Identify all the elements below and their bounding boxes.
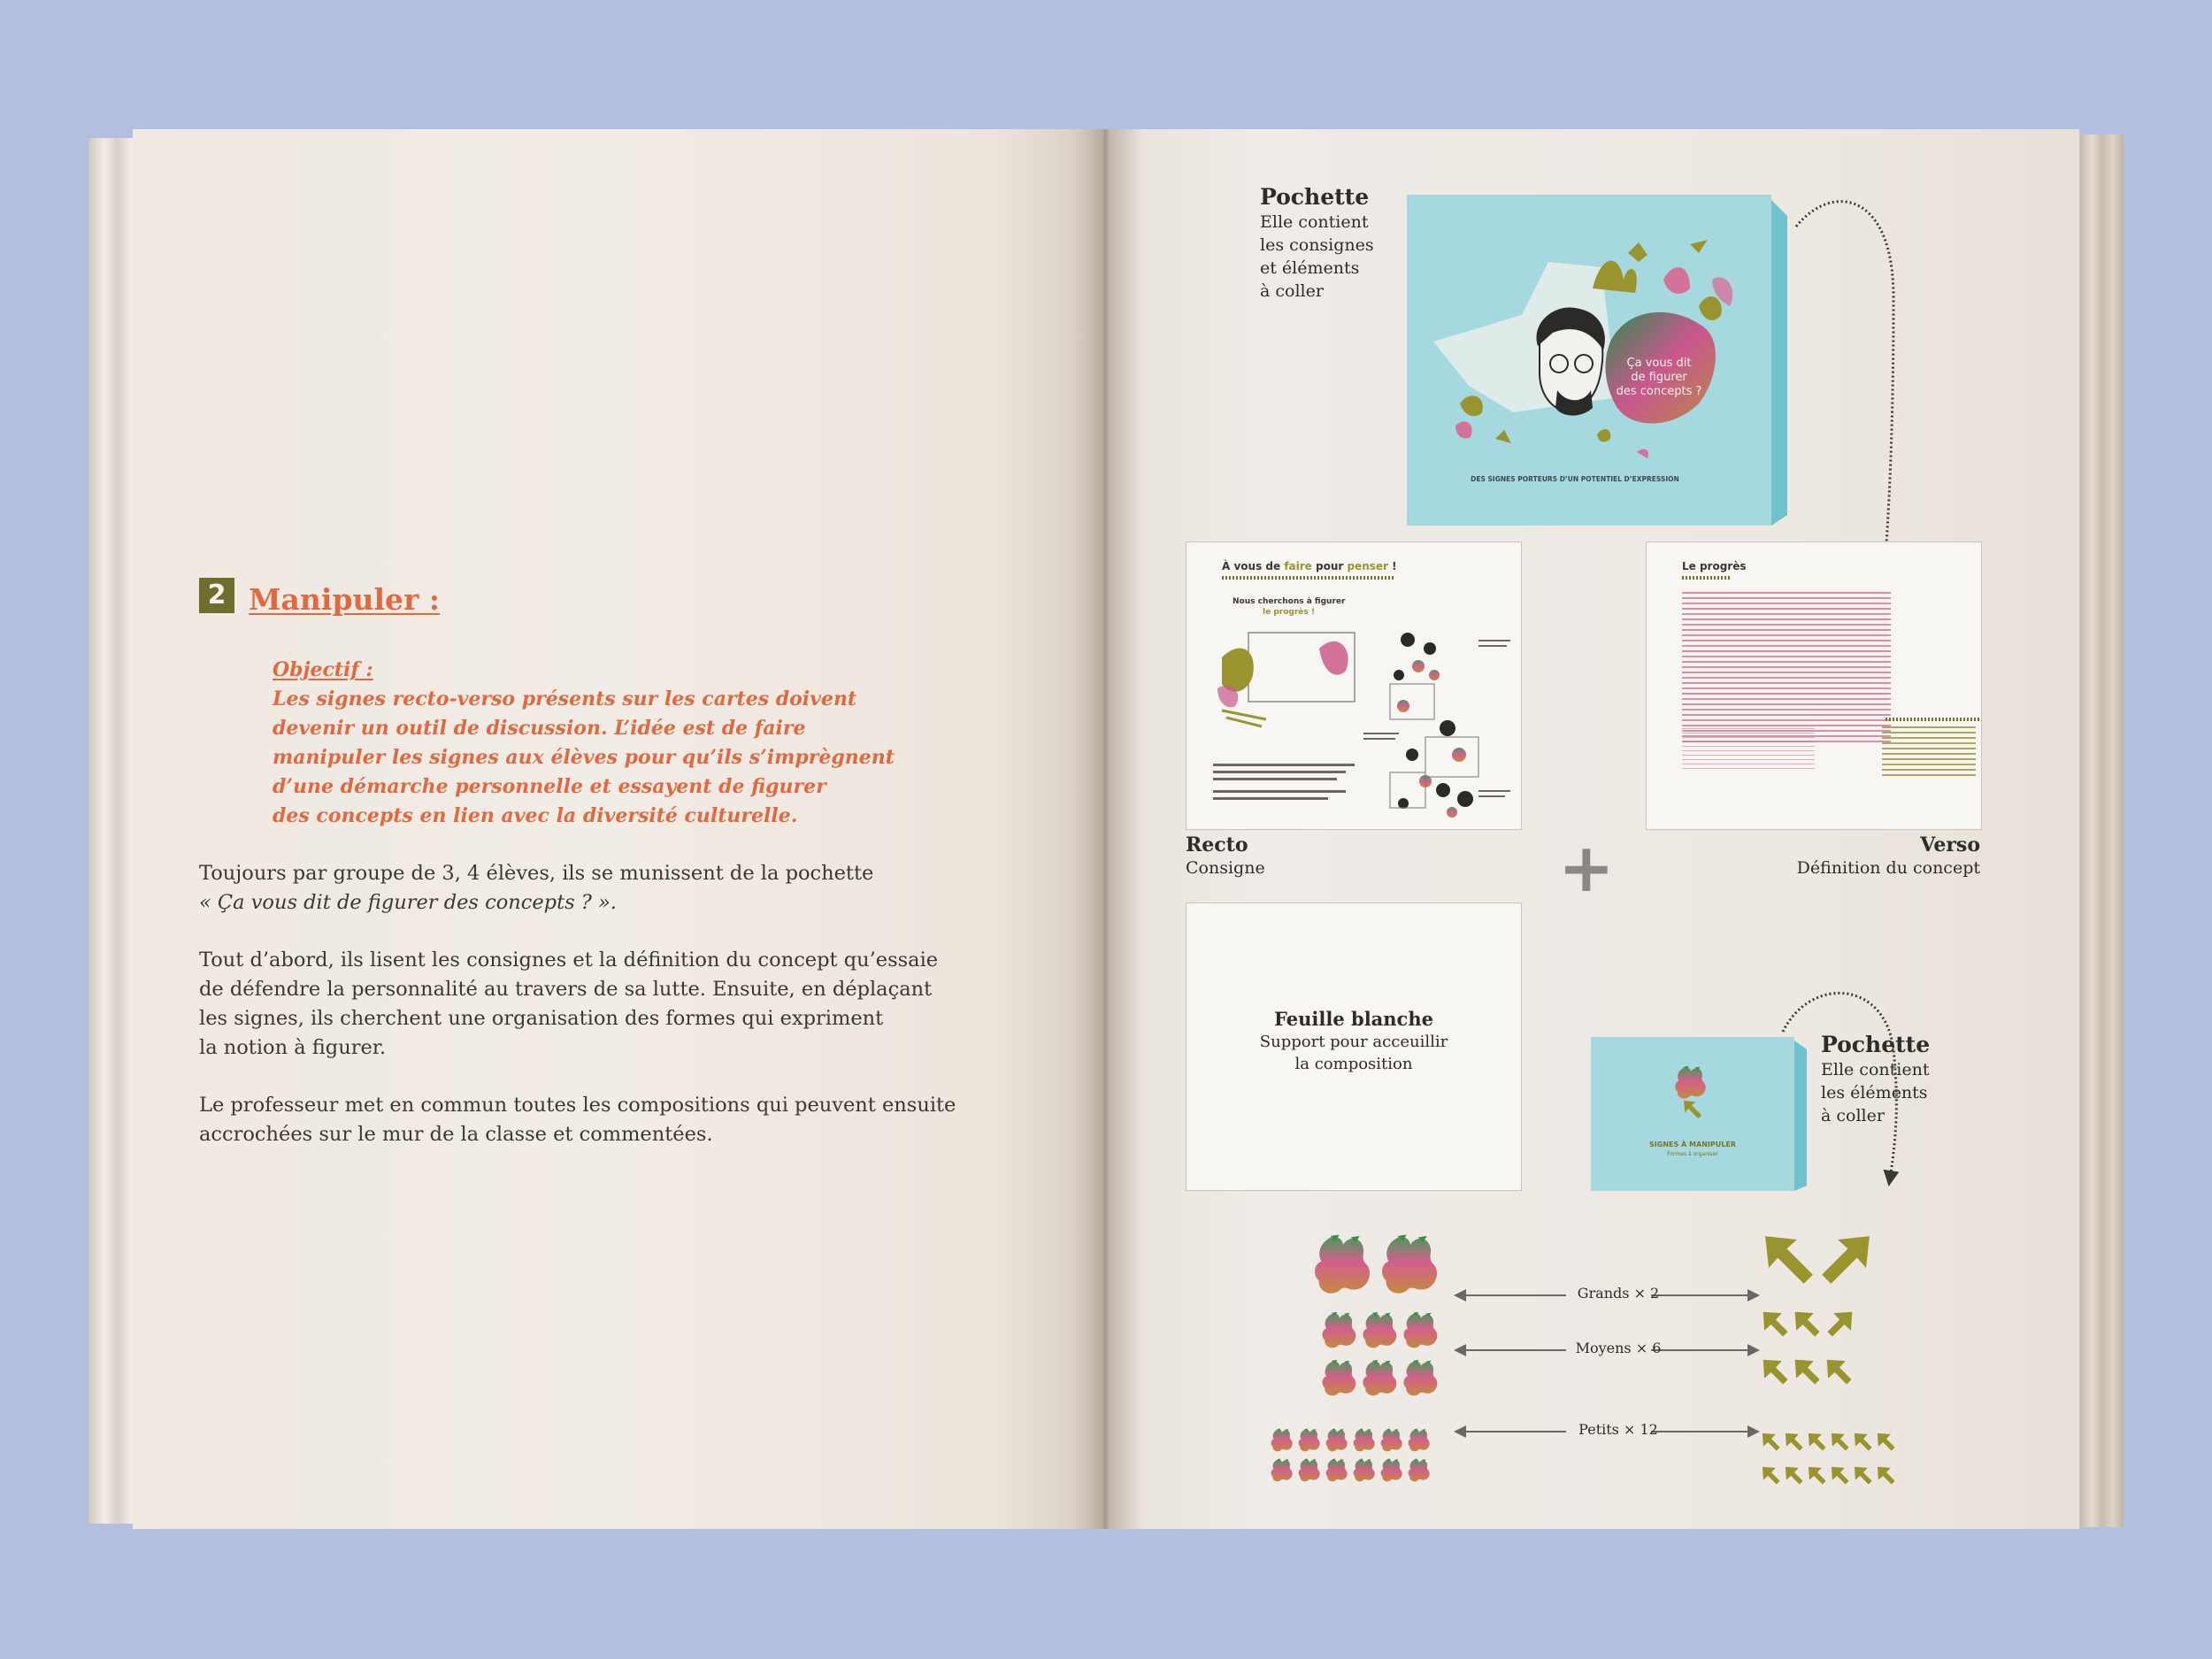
size-label-moyens: Moyens × 6 bbox=[1575, 1340, 1662, 1356]
small-cover-title: SIGNES À MANIPULER bbox=[1649, 1141, 1736, 1148]
objective-line: d’une démarche personnelle et essayent de figurer bbox=[273, 775, 826, 798]
pochette-title: Pochette bbox=[1260, 184, 1370, 210]
left-page bbox=[133, 129, 1106, 1529]
size-label-grands: Grands × 2 bbox=[1577, 1285, 1660, 1302]
verso-card-header: Le progrès bbox=[1682, 560, 1747, 572]
verso-title: Verso bbox=[1920, 833, 1980, 856]
pochette-cover bbox=[1407, 191, 1787, 526]
recto-card-header: À vous de faire pour penser ! bbox=[1222, 560, 1397, 572]
verso-card-rule-2 bbox=[1886, 718, 1981, 721]
paragraph-line: la notion à figurer. bbox=[199, 1036, 387, 1059]
feuille-line: la composition bbox=[1294, 1055, 1413, 1073]
verso-card-text-block bbox=[1682, 592, 1891, 742]
pochette-small-line: Elle contient bbox=[1821, 1060, 1930, 1079]
blob-shapes bbox=[1265, 1233, 1478, 1616]
size-label-petits: Petits × 12 bbox=[1578, 1421, 1658, 1438]
feuille-title: Feuille blanche bbox=[1274, 1008, 1433, 1030]
pochette-small-line: à coller bbox=[1821, 1106, 1885, 1125]
pochette-small-title: Pochette bbox=[1821, 1032, 1931, 1057]
objective-line: des concepts en lien avec la diversité culturelle. bbox=[273, 804, 798, 827]
pochette-line: à coller bbox=[1260, 281, 1324, 301]
right-page bbox=[1106, 129, 2079, 1529]
recto-card-art bbox=[1213, 622, 1514, 826]
paragraph-line: Le professeur met en commun toutes les compositions qui peuvent ensuite bbox=[199, 1094, 956, 1117]
recto-card-rule bbox=[1222, 576, 1395, 580]
small-cover-subtitle: Formes à organiser bbox=[1667, 1151, 1718, 1157]
recto-title: Recto bbox=[1186, 833, 1248, 856]
arrow-shapes bbox=[1752, 1232, 1929, 1621]
verso-card-notes bbox=[1682, 728, 1815, 772]
verso-subtitle: Définition du concept bbox=[1796, 858, 1980, 878]
recto-card-subtitle: Nous cherchons à figurer bbox=[1233, 597, 1346, 606]
pochette-line: les consignes bbox=[1260, 235, 1374, 255]
paragraph-line: de défendre la personnalité au travers de sa lutte. Ensuite, en déplaçant bbox=[199, 978, 933, 1001]
pochette-line: et éléments bbox=[1260, 258, 1360, 278]
verso-card-rule bbox=[1682, 576, 1732, 580]
cover-title-line: Ça vous dit bbox=[1626, 357, 1692, 370]
pochette-small-art bbox=[1591, 1035, 1807, 1191]
pochette-small-cover bbox=[1591, 1035, 1807, 1191]
section-title: Manipuler : bbox=[249, 582, 441, 617]
recto-card-subtitle: le progrès ! bbox=[1263, 608, 1315, 617]
recto-subtitle: Consigne bbox=[1186, 858, 1265, 878]
paragraph-line: les signes, ils cherchent une organisation des formes qui expriment bbox=[199, 1007, 884, 1030]
objective-line: manipuler les signes aux élèves pour qu’ils s’imprègnent bbox=[273, 746, 895, 769]
book-spine bbox=[1071, 129, 1141, 1529]
objective-line: devenir un outil de discussion. L’idée est de faire bbox=[273, 717, 806, 740]
cover-title-line: des concepts ? bbox=[1616, 385, 1702, 398]
paragraph-line: Tout d’abord, ils lisent les consignes et la définition du concept qu’essaie bbox=[199, 949, 939, 972]
paragraph-line: « Ça vous dit de figurer des concepts ? ». bbox=[199, 891, 617, 914]
recto-card bbox=[1186, 541, 1522, 830]
curved-arrow-elements bbox=[1778, 979, 1911, 1191]
objective-label: Objectif : bbox=[273, 658, 373, 681]
verso-card-side-text bbox=[1882, 726, 1976, 778]
pochette-cover-art bbox=[1407, 191, 1787, 526]
section-number: 2 bbox=[199, 578, 234, 613]
cover-title-line: de figurer bbox=[1631, 371, 1687, 384]
paragraph-line: Toujours par groupe de 3, 4 élèves, ils se munissent de la pochette bbox=[199, 862, 874, 885]
cover-footer: DES SIGNES PORTEURS D’UN POTENTIEL D’EXPRESSION bbox=[1471, 475, 1679, 483]
verso-card bbox=[1646, 541, 1982, 830]
pochette-small-line: les éléments bbox=[1821, 1083, 1928, 1102]
plus-sign: + bbox=[1558, 828, 1615, 907]
feuille-card bbox=[1186, 902, 1522, 1191]
feuille-line: Support pour acceuillir bbox=[1259, 1033, 1448, 1051]
paragraph-line: accrochées sur le mur de la classe et commentées. bbox=[199, 1123, 713, 1146]
objective-line: Les signes recto-verso présents sur les cartes doivent bbox=[273, 687, 857, 710]
pochette-line: Elle contient bbox=[1260, 212, 1369, 232]
